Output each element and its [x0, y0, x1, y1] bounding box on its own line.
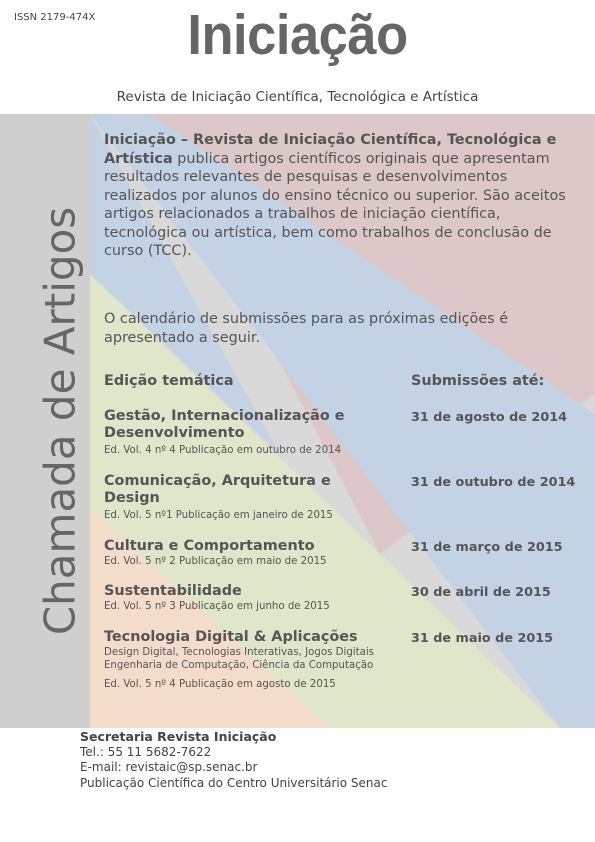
edition-deadline: 31 de outubro de 2014 — [411, 475, 576, 490]
edition-title: Sustentabilidade — [104, 583, 242, 599]
edition-meta: Ed. Vol. 5 nº 4 Publicação em agosto de 2015 — [104, 679, 336, 690]
contact-footer — [80, 729, 387, 791]
side-title-wrap — [30, 114, 90, 728]
journal-subtitle: Revista de Iniciação Científica, Tecnológica e Artística — [116, 89, 479, 105]
edition-title: Tecnologia Digital & Aplicações — [104, 629, 358, 645]
column-header-edition: Edição temática — [104, 373, 234, 389]
edition-meta: Ed. Vol. 5 nº 3 Publicação em junho de 2015 — [104, 601, 330, 612]
edition-meta: Ed. Vol. 4 nº 4 Publicação em outubro de 2014 — [104, 445, 342, 456]
side-title: Chamada de Artigos — [35, 206, 85, 636]
intro-paragraph — [104, 131, 584, 261]
edition-meta: Engenharia de Computação, Ciência da Computação — [104, 660, 374, 671]
edition-meta: Ed. Vol. 5 nº 2 Publicação em maio de 2015 — [104, 556, 327, 567]
calendar-intro: O calendário de submissões para as próximas edições é apresentado a seguir. — [104, 311, 509, 346]
edition-deadline: 30 de abril de 2015 — [411, 585, 551, 600]
footer-email[interactable]: E-mail: revistaic@sp.senac.br — [80, 760, 258, 774]
journal-logo: Iniciação — [187, 3, 408, 67]
edition-title: Cultura e Comportamento — [104, 538, 315, 554]
footer-org: Publicação Científica do Centro Universitário Senac — [80, 775, 388, 790]
edition-deadline: 31 de março de 2015 — [411, 540, 563, 555]
edition-deadline: 31 de agosto de 2014 — [411, 410, 568, 425]
edition-title: Comunicação, Arquitetura e Design — [104, 473, 331, 506]
footer-name: Secretaria Revista Iniciação — [80, 729, 277, 744]
edition-title: Gestão, Internacionalização e Desenvolvimento — [104, 408, 345, 441]
column-header-deadline: Submissões até: — [411, 373, 545, 389]
footer-tel: Tel.: 55 11 5682-7622 — [80, 744, 212, 759]
edition-deadline: 31 de maio de 2015 — [411, 631, 554, 646]
edition-meta: Design Digital, Tecnologias Interativas, Jogos Digitais — [104, 647, 374, 658]
edition-meta: Ed. Vol. 5 nº1 Publicação em janeiro de 2015 — [104, 510, 333, 521]
intro-bold: Iniciação – Revista de Iniciação Científica, Tecnológica e Artística — [104, 132, 557, 167]
intro-text: publica artigos científicos originais que apresentam resultados relevantes de pesquisas e desenvolvimentos realizados por alunos do ensino técnico ou superior. São aceitos artigos relacionados a trabalhos de iniciação científica, tecnológica ou artística, bem como trabalhos de conclusão de curso (TCC). — [104, 150, 566, 259]
issn-number: ISSN 2179-474X — [14, 12, 96, 23]
